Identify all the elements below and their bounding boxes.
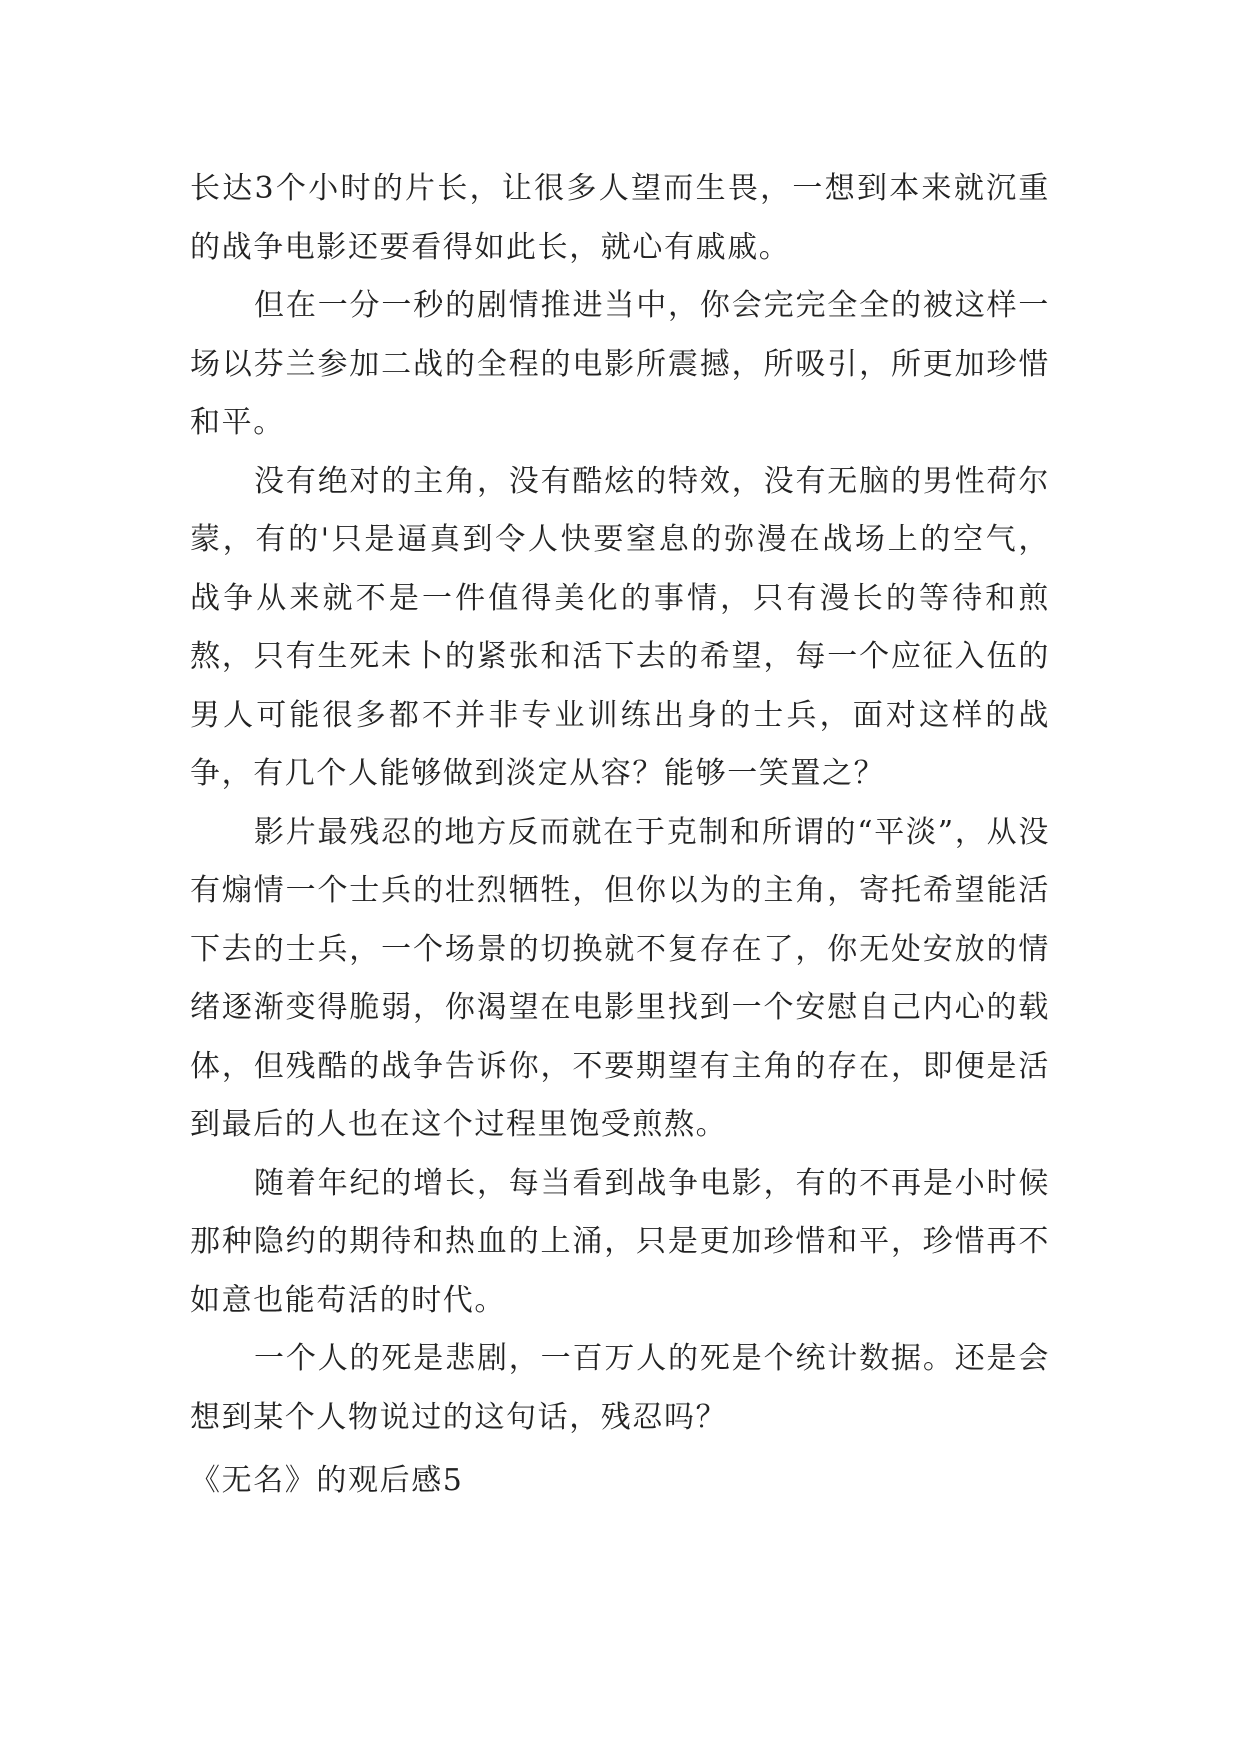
paragraph-3: 没有绝对的主角，没有酷炫的特效，没有无脑的男性荷尔蒙，有的'只是逼真到令人快要窒息的弥漫在战场上的空气，战争从来就不是一件值得美化的事情，只有漫长的等待和煎熬，只有生死未卜的紧张和活下去的希望，每一个应征入伍的男人可能很多都不并非专业训练出身的士兵，面对这样的战争，有几个人能够做到淡定从容？能够一笑置之？: [190, 463, 1050, 791]
paragraph-6: 一个人的死是悲剧，一百万人的死是个统计数据。还是会想到某个人物说过的这句话，残忍吗？: [190, 1341, 1050, 1435]
paragraph-4: 影片最残忍的地方反而就在于克制和所谓的“平淡”，从没有煽情一个士兵的壮烈牺牲，但你以为的主角，寄托希望能活下去的士兵，一个场景的切换就不复存在了，你无处安放的情绪逐渐变得脆弱，你渴望在电影里找到一个安慰自己内心的载体，但残酷的战争告诉你，不要期望有主角的存在，即便是活到最后的人也在这个过程里饱受煎熬。: [190, 814, 1050, 1142]
paragraph-2: 但在一分一秒的剧情推进当中，你会完完全全的被这样一场以芬兰参加二战的全程的电影所震撼，所吸引，所更加珍惜和平。: [190, 288, 1050, 440]
article-body: [190, 160, 1050, 1447]
paragraph-1: 长达3个小时的片长，让很多人望而生畏，一想到本来就沉重的战争电影还要看得如此长，就心有戚戚。: [190, 171, 1050, 265]
paragraph-5: 随着年纪的增长，每当看到战争电影，有的不再是小时候那种隐约的期待和热血的上涌，只是更加珍惜和平，珍惜再不如意也能苟活的时代。: [190, 1165, 1050, 1318]
section-heading: 《无名》的观后感5: [190, 1463, 464, 1498]
